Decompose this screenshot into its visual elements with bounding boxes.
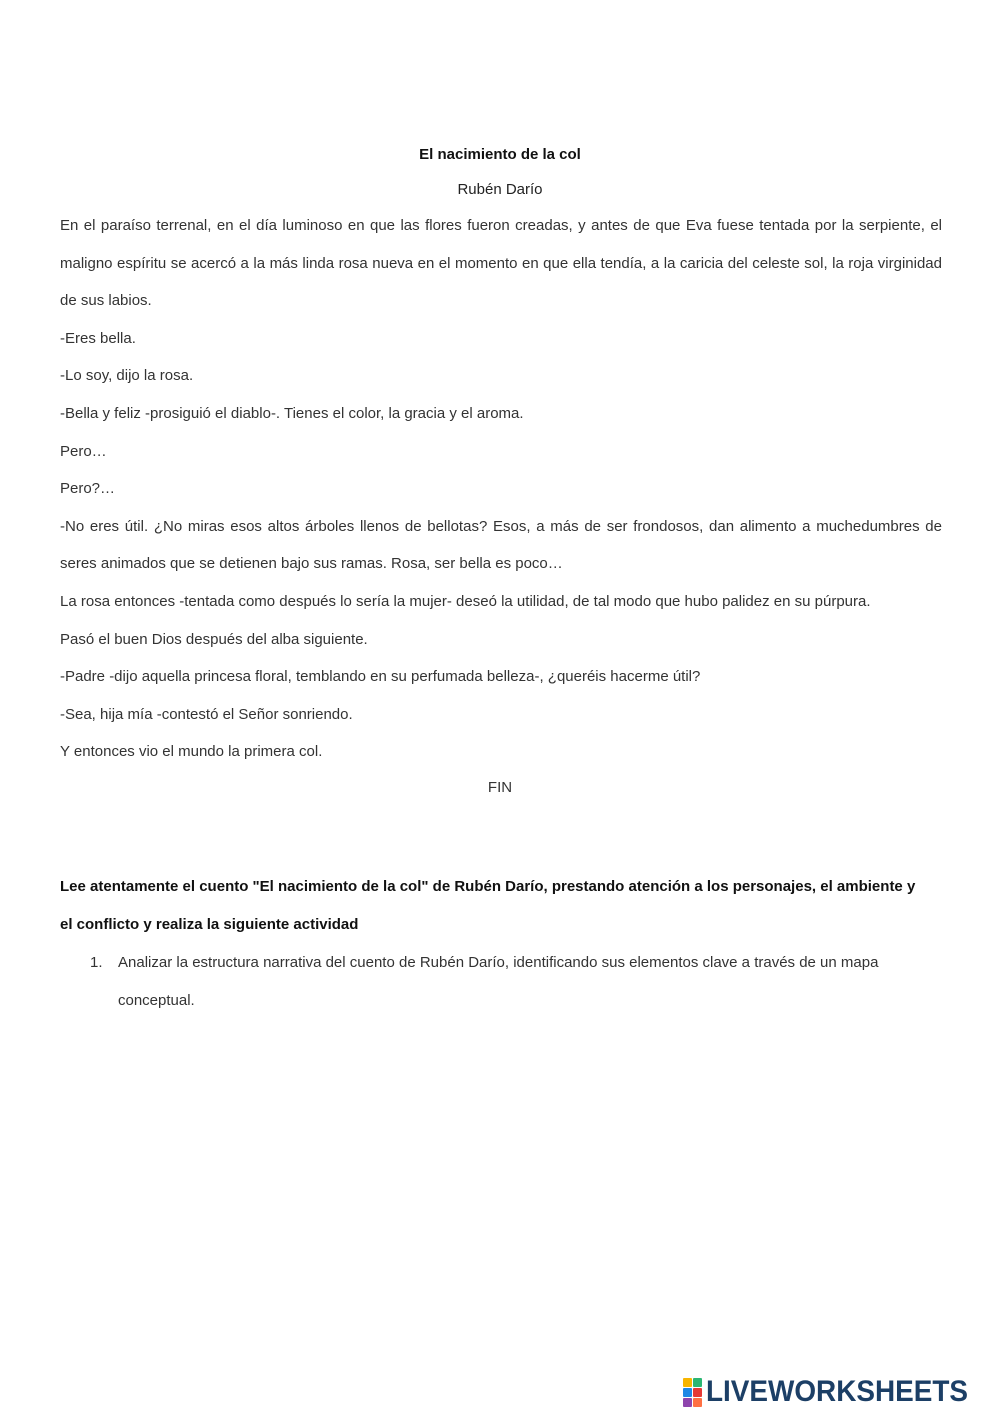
logo-block — [683, 1398, 692, 1407]
logo-block — [693, 1378, 702, 1387]
paragraph: -No eres útil. ¿No miras esos altos árboles llenos de bellotas? Esos, a más de ser frondosos, dan alimento a muchedumbres de seres animados que se detienen bajo sus ramas. Rosa, ser bella es poco… — [60, 517, 942, 573]
logo-block — [693, 1388, 702, 1397]
liveworksheets-wordmark: LIVEWORKSHEETS — [706, 1375, 969, 1408]
paragraph: Pero?… — [60, 480, 116, 498]
story-title: El nacimiento de la col — [419, 146, 581, 163]
story-body — [60, 207, 942, 771]
logo-block — [693, 1398, 702, 1407]
liveworksheets-logo — [683, 1375, 988, 1409]
paragraph: -Eres bella. — [60, 329, 136, 347]
story-end-marker: FIN — [487, 779, 513, 796]
paragraph: En el paraíso terrenal, en el día luminoso en que las flores fueron creadas, y antes de que Eva fuese tentada por la serpiente, el maligno espíritu se acercó a la más linda rosa nueva en el momento en que ella tendía, a la caricia del celeste sol, la roja virginidad de sus labios. — [60, 217, 942, 310]
activity-item — [60, 944, 920, 1019]
logo-block — [683, 1378, 692, 1387]
paragraph: -Sea, hija mía -contestó el Señor sonriendo. — [60, 705, 353, 723]
paragraph: -Padre -dijo aquella princesa floral, temblando en su perfumada belleza-, ¿queréis hacerme útil? — [60, 668, 701, 686]
liveworksheets-logo-icon — [683, 1378, 702, 1407]
paragraph: -Lo soy, dijo la rosa. — [60, 367, 194, 385]
paragraph: Pero… — [60, 442, 107, 460]
paragraph: -Bella y feliz -prosiguió el diablo-. Tienes el color, la gracia y el aroma. — [60, 404, 524, 422]
activity-text: Analizar la estructura narrativa del cuento de Rubén Darío, identificando sus elementos clave a través de un mapa conceptual. — [118, 954, 879, 1009]
activity-number: 1. — [90, 954, 103, 971]
story-author: Rubén Darío — [457, 181, 543, 198]
paragraph: La rosa entonces -tentada como después lo sería la mujer- deseó la utilidad, de tal modo que hubo palidez en su púrpura. — [60, 592, 871, 610]
paragraph: Y entonces vio el mundo la primera col. — [60, 743, 323, 761]
logo-block — [683, 1388, 692, 1397]
paragraph: Pasó el buen Dios después del alba siguiente. — [60, 630, 368, 648]
instruction-text: Lee atentamente el cuento "El nacimiento de la col" de Rubén Darío, prestando atención a los personajes, el ambiente y el conflicto y realiza la siguiente actividad — [60, 878, 916, 933]
